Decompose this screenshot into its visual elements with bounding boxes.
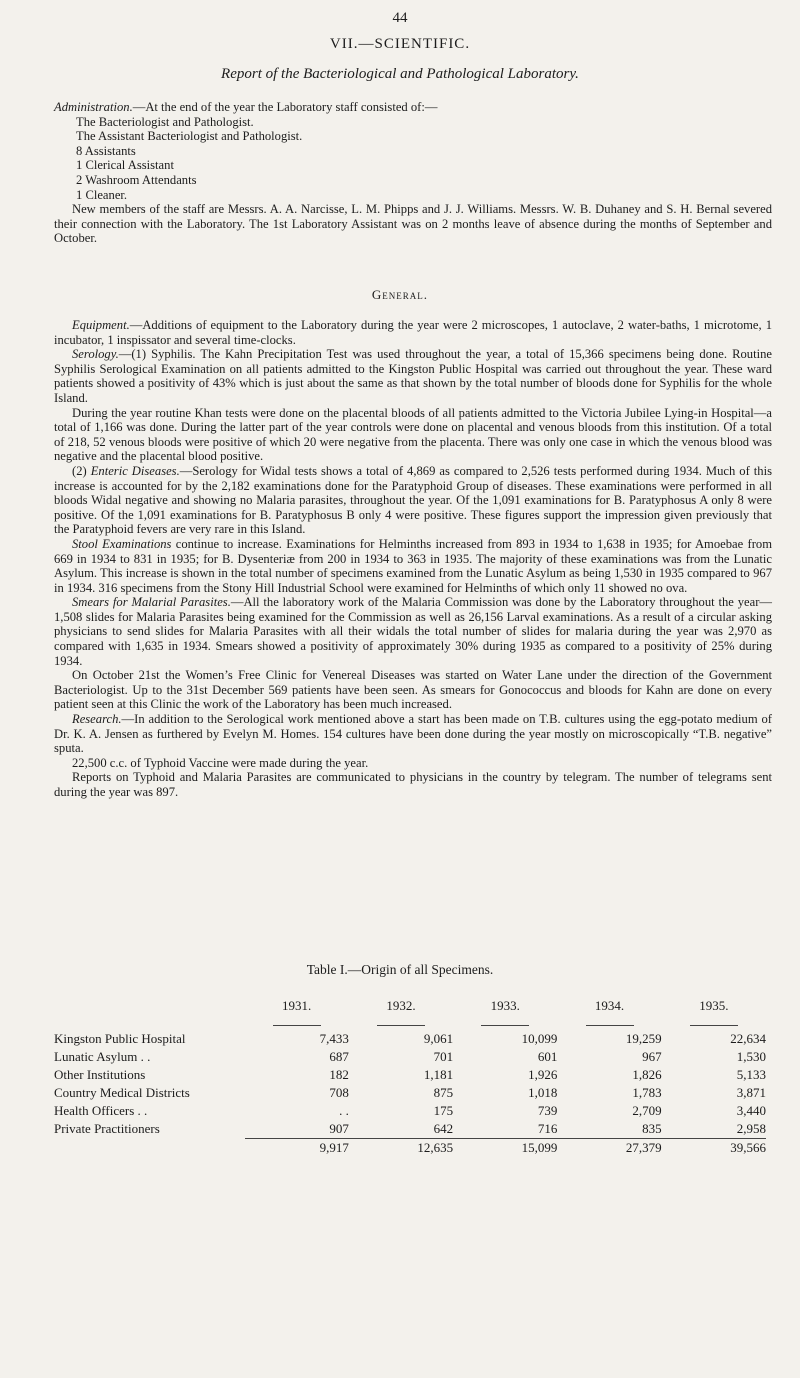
table-cell: 3,440	[736, 1103, 766, 1118]
year-header-label: 1933.	[490, 998, 520, 1013]
specimens-table	[54, 998, 766, 1157]
stool-text: continue to increase. Examinations for Helminths increased from 893 in 1934 to 1,638 in 1935; for Amoebae from 669 in 1934 to 831 in 1935; for B. Dysenteriæ from 200 in 1934 to 363 in 1935. The majority of these examinations was from the Lunatic Asylum. This increase is shown in the total number of specimens examined from the Lunatic Asylum as being 1,530 in 1935 compared to 967 in 1934. 316 specimens from the Stony Hill Industrial School were examined for Helminths of which only 11 showed no ova.	[54, 536, 772, 595]
table-cell: 1,783	[632, 1085, 662, 1100]
staff-item: 1 Clerical Assistant	[76, 158, 174, 173]
year-header	[662, 998, 766, 1030]
staff-item: 8 Assistants	[76, 143, 136, 158]
year-header	[453, 998, 557, 1030]
table-row	[54, 1030, 766, 1048]
total-cell: 12,635	[349, 1139, 453, 1158]
table-row	[54, 1066, 766, 1084]
table-cell: 2,709	[632, 1103, 662, 1118]
table-cell: 875	[433, 1085, 454, 1100]
year-header	[349, 998, 453, 1030]
table-cell: 10,099	[521, 1031, 558, 1046]
page-number: 44	[392, 10, 408, 26]
header-rule	[273, 1021, 321, 1026]
table-cell: 1,826	[632, 1067, 662, 1082]
table-cell: 175	[433, 1103, 454, 1118]
table-cell: 716	[537, 1121, 558, 1136]
header-rule	[690, 1021, 738, 1026]
smears-text: —All the laboratory work of the Malaria Commission was done by the Laboratory throughout the year—1,508 slides for Malaria Parasites being examined for the Commission as well as 26,156 Larval examinations. As a result of a circular asking physicians to send slides for Malaria Parasites with all their widals the total number of slides for malaria during the year was 2,970 as compared with 1,635 in 1934. Smears showed a positivity of approximately 30% during 1935 as compared to a positivity of 25% during 1934.	[54, 595, 773, 668]
table-cell: 701	[433, 1049, 454, 1064]
table-cell: 3,871	[736, 1085, 766, 1100]
totals-row	[54, 1139, 766, 1158]
table-cell: 601	[537, 1049, 558, 1064]
row-label: Country Medical Districts	[54, 1085, 190, 1100]
table-header-row	[54, 998, 766, 1030]
table-cell: 182	[329, 1067, 349, 1082]
table-cell: 739	[537, 1103, 558, 1118]
table-cell: 9,061	[423, 1031, 454, 1046]
table-cell: 907	[329, 1121, 349, 1136]
enteric-text: —Serology for Widal tests shows a total of 4,869 as compared to 2,526 tests performed during 1934. Much of this increase is accounted for by the 2,182 examinations done for the Paratyphoid Group of diseases. These examinations were performed in all bloods Widal negative and showing no Malaria parasites, throughout the year. Of the 1,091 examinations for B. Paratyphosus A only 8 were positive. Of the 1,091 examinations for B. Paratyphosus B only 4 were positive. These figures support the impression given previously that the Paratyphoid fevers are very rare in this Island.	[54, 463, 773, 537]
khan-paragraph: During the year routine Khan tests were done on the placental bloods of all patients admitted to the Victoria Jubilee Lying-in Hospital—a total of 1,166 was done. During the latter part of the year controls were done on placental and venous bloods from this institution. Of a total of 218, 52 venous bloods were positive of which 20 were negative from the placenta. There was only one case in which the venous blood was negative and the placental blood positive.	[54, 405, 772, 464]
table-cell: 2,958	[736, 1121, 766, 1136]
table-row	[54, 1102, 766, 1120]
smears-lead: Smears for Malarial Parasites.	[72, 595, 231, 610]
row-label: Kingston Public Hospital	[54, 1031, 186, 1046]
total-cell: 9,917	[245, 1139, 349, 1158]
table-row	[54, 1120, 766, 1139]
enteric-paragraph	[54, 464, 772, 537]
administration-intro-text: —At the end of the year the Laboratory staff consisted of:—	[132, 100, 438, 114]
equipment-paragraph	[54, 318, 772, 347]
general-section	[54, 318, 772, 800]
header-rule	[377, 1021, 425, 1026]
serology-paragraph	[54, 347, 772, 405]
table-cell: 687	[329, 1049, 349, 1064]
table-cell: . .	[339, 1103, 349, 1118]
table-title: Table I.—Origin of all Specimens.	[306, 962, 494, 977]
row-label: Private Practitioners	[54, 1121, 160, 1137]
year-header-label: 1935.	[699, 998, 729, 1013]
header-rule	[481, 1021, 529, 1026]
new-members-paragraph: New members of the staff are Messrs. A. A. Narcisse, L. M. Phipps and J. J. Williams. Messrs. W. B. Duhaney and S. H. Bernal severed their connection with the Laboratory. The 1st Laboratory Assistant was on 2 months leave of absence during the months of September and October.	[54, 202, 772, 246]
row-label: Lunatic Asylum . .	[54, 1049, 151, 1064]
table-cell: 1,181	[423, 1067, 454, 1082]
year-header	[557, 998, 661, 1030]
table-cell: 967	[642, 1049, 662, 1064]
table-cell: 22,634	[730, 1031, 766, 1046]
row-label: Health Officers . .	[54, 1103, 148, 1118]
enteric-number: (2)	[72, 463, 91, 478]
staff-item: 2 Washroom Attendants	[76, 172, 197, 187]
administration-section	[54, 100, 772, 246]
table-cell: 1,530	[736, 1049, 766, 1064]
vaccine-paragraph: 22,500 c.c. of Typhoid Vaccine were made during the year.	[72, 755, 369, 770]
research-text: —In addition to the Serological work mentioned above a start has been made on T.B. cultures using the egg-potato medium of Dr. K. A. Jensen as furthered by Evelyn M. Homes. 154 cultures have been done during the year mostly on microscopically “T.B. negative” sputa.	[54, 712, 772, 756]
header-rule	[586, 1021, 634, 1026]
table-cell: 1,018	[528, 1085, 558, 1100]
staff-item: The Bacteriologist and Pathologist.	[76, 114, 254, 129]
total-cell: 27,379	[557, 1139, 661, 1158]
equipment-text: —Additions of equipment to the Laboratory during the year were 2 microscopes, 1 autoclave, 2 water-baths, 1 microtome, 1 incubator, 1 inspissator and several time-clocks.	[54, 318, 772, 347]
stool-paragraph	[54, 537, 772, 595]
table-cell: 5,133	[736, 1067, 766, 1082]
row-label: Other Institutions	[54, 1067, 146, 1082]
research-lead: Research.	[72, 712, 122, 727]
year-header-label: 1931.	[282, 998, 312, 1013]
clinic-paragraph: On October 21st the Women’s Free Clinic for Venereal Diseases was started on Water Lane under the direction of the Government Bacteriologist. Up to the 31st December 569 patients have been seen. As smears for Gonococcus and bloods for Kahn are done on every patient seen at this Clinic the work of the Laboratory has been much increased.	[54, 668, 772, 712]
table-cell: 7,433	[319, 1031, 349, 1046]
enteric-lead: Enteric Diseases.	[90, 463, 180, 478]
administration-intro	[54, 100, 772, 115]
section-heading: VII.—SCIENTIFIC.	[329, 36, 471, 52]
research-paragraph	[54, 712, 772, 756]
table-row	[54, 1084, 766, 1102]
reports-paragraph: Reports on Typhoid and Malaria Parasites are communicated to physicians in the country by telegram. The number of telegrams sent during the year was 897.	[54, 770, 772, 799]
table-cell: 708	[329, 1085, 349, 1100]
total-cell: 39,566	[662, 1139, 766, 1158]
equipment-lead: Equipment.	[72, 318, 130, 332]
table-row	[54, 1048, 766, 1066]
total-cell: 15,099	[453, 1139, 557, 1158]
totals-label	[54, 1139, 245, 1158]
table-cell: 1,926	[528, 1067, 558, 1082]
year-header-label: 1932.	[386, 998, 416, 1013]
staff-item: 1 Cleaner.	[76, 187, 128, 202]
staff-item: The Assistant Bacteriologist and Pathologist.	[76, 129, 303, 144]
general-heading: General.	[371, 287, 429, 302]
year-header-label: 1934.	[594, 998, 625, 1013]
report-title: Report of the Bacteriological and Pathological Laboratory.	[221, 66, 579, 82]
table-corner	[54, 998, 245, 1030]
table-cell: 642	[433, 1121, 454, 1136]
stool-lead: Stool Examinations	[72, 536, 172, 551]
administration-lead: Administration.	[54, 100, 133, 114]
table-cell: 835	[642, 1121, 662, 1136]
table-cell: 19,259	[625, 1031, 662, 1046]
smears-paragraph	[54, 595, 772, 668]
serology-text: —(1) Syphilis. The Kahn Precipitation Test was used throughout the year, a total of 15,366 specimens being done. Routine Syphilis Serological Examination on all patients admitted to the Kingston Public Hospital was carried out throughout the year. These ward patients showed a positivity of 43% which is just about the same as that shown by the total number of bloods done for Syphilis for the whole Island.	[54, 347, 772, 405]
year-header	[245, 998, 349, 1030]
serology-lead: Serology.	[72, 347, 119, 362]
